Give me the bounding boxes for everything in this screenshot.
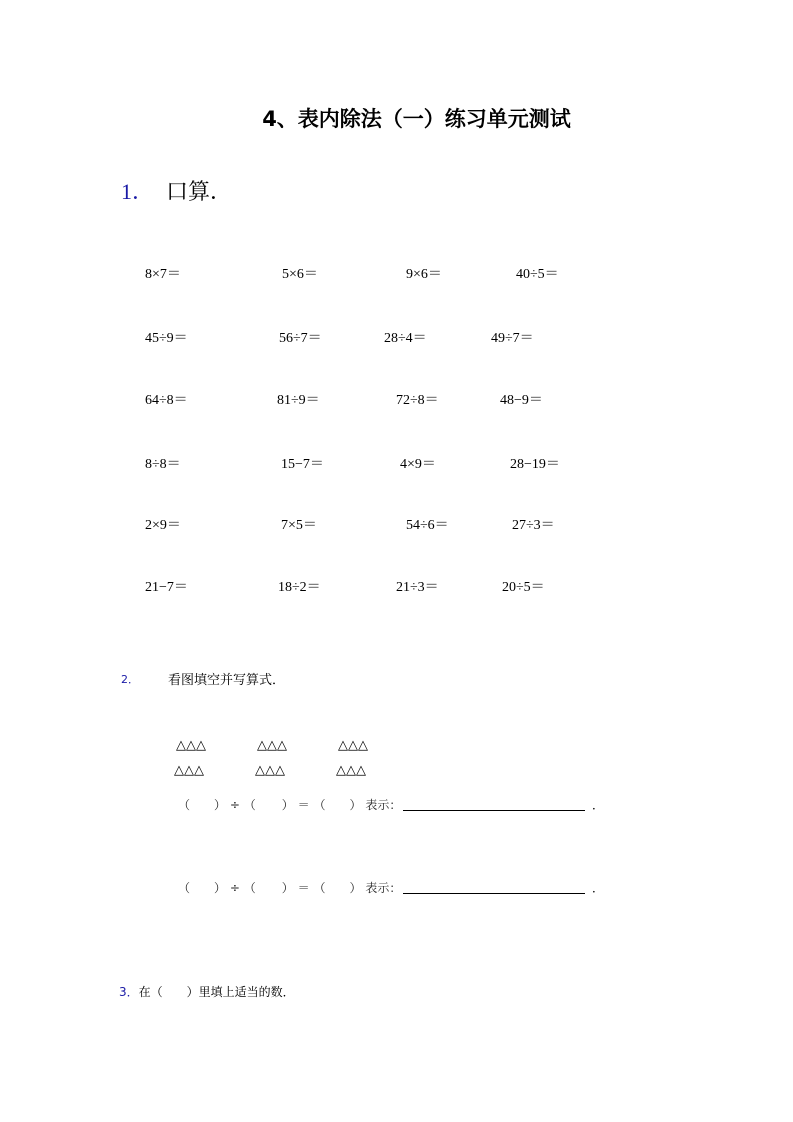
blank-open: （ bbox=[313, 798, 326, 812]
math-problem: 64÷8＝ bbox=[145, 393, 188, 408]
blank-close: ） bbox=[281, 798, 294, 812]
blank-close: ） bbox=[281, 881, 294, 895]
section-3-number: 3． bbox=[119, 985, 139, 999]
triangle-group: △△△ bbox=[338, 738, 368, 753]
math-problem: 18÷2＝ bbox=[278, 580, 321, 595]
page-title: 4、表内除法（一）练习单元测试 bbox=[262, 107, 571, 131]
section-3-label: 在（ ）里填上适当的数． bbox=[138, 985, 295, 999]
math-problem: 56÷7＝ bbox=[279, 331, 322, 346]
math-problem: 20÷5＝ bbox=[502, 580, 545, 595]
blank-close: ） bbox=[349, 881, 362, 895]
math-problem: 8×7＝ bbox=[145, 267, 181, 282]
section-3-heading bbox=[119, 983, 295, 1000]
math-problem: 28−19＝ bbox=[510, 457, 560, 472]
blank-open: （ bbox=[178, 881, 191, 895]
triangle-group: △△△ bbox=[336, 763, 366, 778]
math-problem: 7×5＝ bbox=[281, 518, 317, 533]
divide-sign: ÷ bbox=[229, 881, 240, 895]
section-1-heading: 口算． bbox=[166, 180, 233, 205]
math-problem: 54÷6＝ bbox=[406, 518, 449, 533]
means-label: 表示： bbox=[365, 798, 402, 812]
blank-close: ） bbox=[214, 798, 227, 812]
triangle-group: △△△ bbox=[176, 738, 206, 753]
equals-sign: ＝ bbox=[297, 881, 310, 895]
section-2-heading: 看图填空并写算式． bbox=[168, 673, 286, 688]
means-label: 表示： bbox=[365, 881, 402, 895]
section-2-number: 2． bbox=[121, 673, 139, 686]
math-problem: 48−9＝ bbox=[500, 393, 543, 408]
math-problem: 5×6＝ bbox=[282, 267, 318, 282]
math-problem: 49÷7＝ bbox=[491, 331, 534, 346]
blank-open: （ bbox=[243, 798, 256, 812]
math-problem: 28÷4＝ bbox=[384, 331, 427, 346]
math-problem: 15−7＝ bbox=[281, 457, 324, 472]
equation-fill-2 bbox=[178, 879, 401, 896]
divide-sign: ÷ bbox=[229, 798, 240, 812]
period: ． bbox=[592, 798, 605, 812]
triangle-group: △△△ bbox=[174, 763, 204, 778]
triangle-group: △△△ bbox=[257, 738, 287, 753]
math-problem: 9×6＝ bbox=[406, 267, 442, 282]
section-1-number: 1． bbox=[121, 179, 155, 204]
answer-line-2[interactable] bbox=[403, 893, 585, 894]
blank-open: （ bbox=[243, 881, 256, 895]
math-problem: 72÷8＝ bbox=[396, 393, 439, 408]
math-problem: 21÷3＝ bbox=[396, 580, 439, 595]
period: ． bbox=[592, 881, 605, 895]
triangle-group: △△△ bbox=[255, 763, 285, 778]
math-problem: 21−7＝ bbox=[145, 580, 188, 595]
math-problem: 4×9＝ bbox=[400, 457, 436, 472]
math-problem: 27÷3＝ bbox=[512, 518, 555, 533]
blank-open: （ bbox=[313, 881, 326, 895]
math-problem: 2×9＝ bbox=[145, 518, 181, 533]
blank-close: ） bbox=[214, 881, 227, 895]
answer-line-1[interactable] bbox=[403, 810, 585, 811]
math-problem: 8÷8＝ bbox=[145, 457, 181, 472]
math-problem: 81÷9＝ bbox=[277, 393, 320, 408]
equals-sign: ＝ bbox=[297, 798, 310, 812]
blank-close: ） bbox=[349, 798, 362, 812]
math-problem: 40÷5＝ bbox=[516, 267, 559, 282]
equation-fill-1 bbox=[178, 796, 401, 813]
math-problem: 45÷9＝ bbox=[145, 331, 188, 346]
blank-open: （ bbox=[178, 798, 191, 812]
